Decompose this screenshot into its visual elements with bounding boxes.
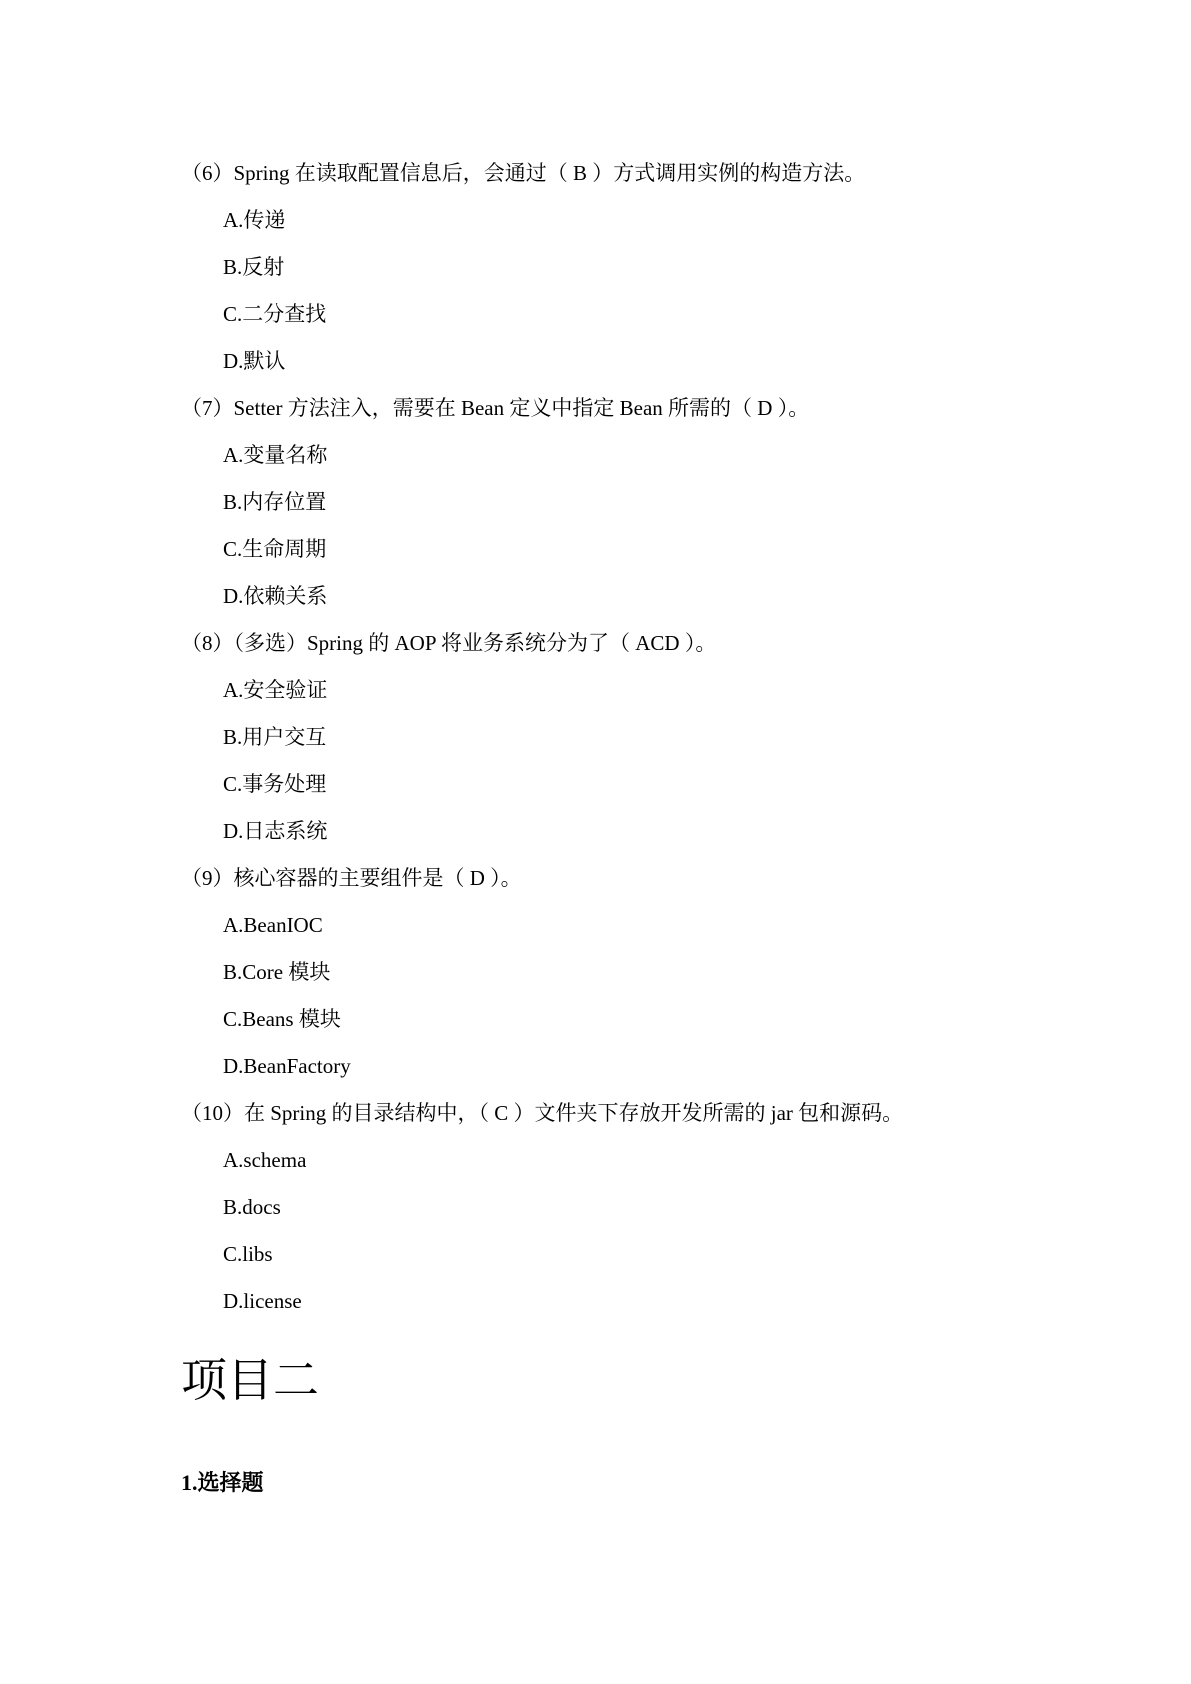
question-text: （7）Setter 方法注入，需要在 Bean 定义中指定 Bean 所需的（ D ）。 <box>181 396 810 420</box>
question-10 <box>181 1090 1081 1325</box>
option-c: C.生命周期 <box>223 537 327 561</box>
option-a: A.变量名称 <box>223 443 328 467</box>
option-c: C.libs <box>223 1242 273 1266</box>
question-8 <box>181 620 1081 855</box>
option-d: D.默认 <box>223 349 286 373</box>
option-b: B.反射 <box>223 255 285 279</box>
option-a: A.BeanIOC <box>223 913 323 937</box>
option-a: A.传递 <box>223 208 286 232</box>
question-text: （6）Spring 在读取配置信息后，会通过（ B ）方式调用实例的构造方法。 <box>181 161 866 185</box>
option-a: A.安全验证 <box>223 678 328 702</box>
question-9 <box>181 855 1081 1090</box>
option-b: B.Core 模块 <box>223 960 331 984</box>
question-text: （9）核心容器的主要组件是（ D ）。 <box>181 866 522 890</box>
option-b: B.内存位置 <box>223 490 327 514</box>
option-b: B.用户交互 <box>223 725 327 749</box>
option-d: D.BeanFactory <box>223 1054 351 1078</box>
option-b: B.docs <box>223 1195 281 1219</box>
question-7 <box>181 385 1081 620</box>
question-text: （8）（多选）Spring 的 AOP 将业务系统分为了（ ACD ）。 <box>181 631 717 655</box>
option-a: A.schema <box>223 1148 307 1172</box>
section-subheading: 1.选择题 <box>181 1470 264 1495</box>
option-c: C.二分查找 <box>223 302 327 326</box>
option-c: C.事务处理 <box>223 772 327 796</box>
option-d: D.日志系统 <box>223 819 328 843</box>
question-list <box>181 150 1081 1325</box>
option-d: D.依赖关系 <box>223 584 328 608</box>
option-d: D.license <box>223 1289 302 1313</box>
question-6 <box>181 150 1081 385</box>
option-c: C.Beans 模块 <box>223 1007 341 1031</box>
section-heading: 项目二 <box>181 1353 319 1407</box>
question-text: （10）在 Spring 的目录结构中，（ C ）文件夹下存放开发所需的 jar 包和源码。 <box>181 1101 904 1125</box>
